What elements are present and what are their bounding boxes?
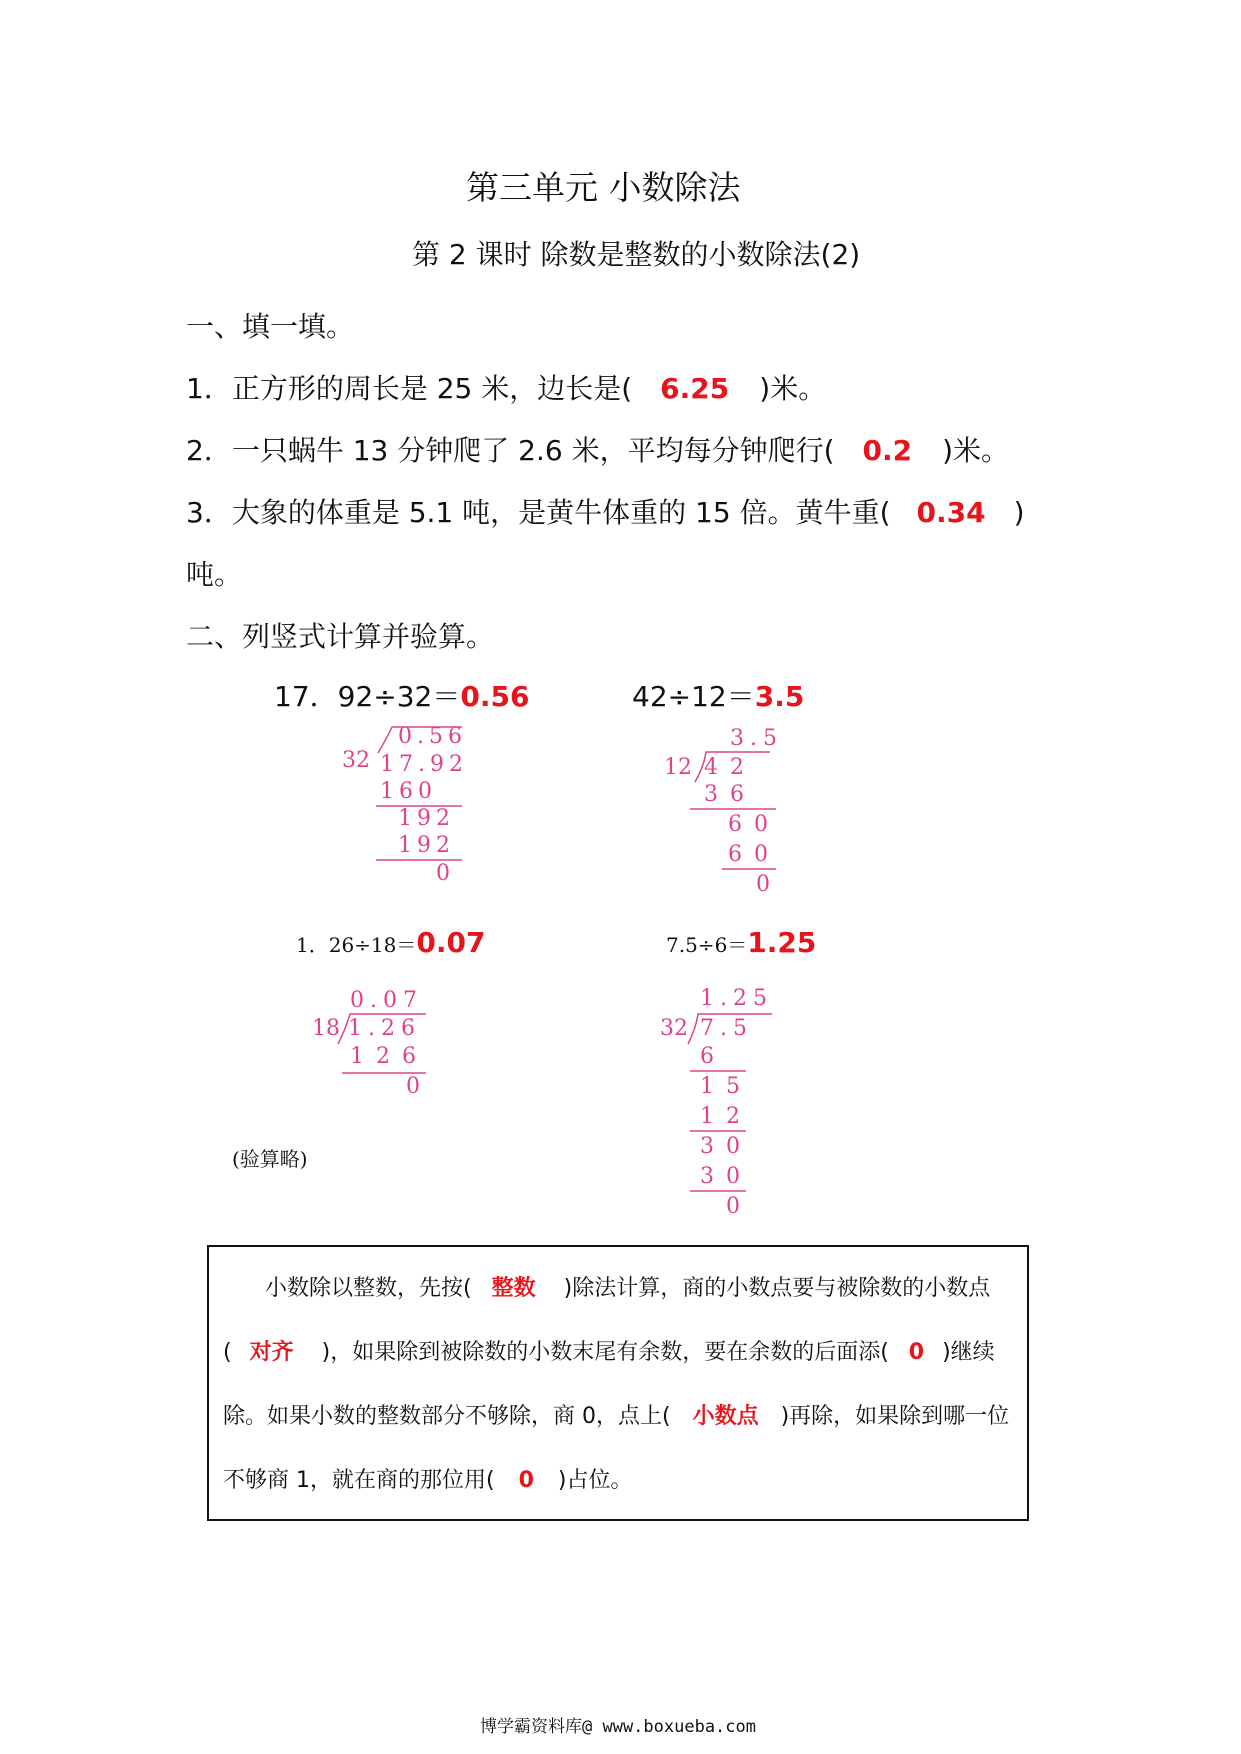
p1-row-3: 192 (398, 833, 455, 858)
p3-quotient: 0.07 (350, 988, 423, 1013)
p4-row-4: 30 (700, 1134, 752, 1159)
p1-row-1: 160 (380, 779, 437, 804)
summary-line-4 (223, 1463, 632, 1494)
section2-heading: 二、列竖式计算并验算。 (186, 620, 495, 653)
p1-row-4: 0 (436, 861, 450, 886)
p3-dividend: 1.26 (348, 1016, 421, 1041)
p3-answer: 0.07 (416, 926, 486, 959)
summary-line-2 (223, 1335, 995, 1366)
p3-expr: 1．26÷18＝ (296, 933, 417, 957)
summary-answer-4: 小数点 (692, 1404, 759, 1429)
q2-suffix: )米。 (942, 434, 1010, 467)
p3-divisor: 18 (312, 1016, 340, 1041)
summary-text-2a: ( (223, 1340, 232, 1365)
summary-line-1 (265, 1271, 990, 1302)
p4-answer: 1.25 (747, 926, 817, 959)
p4-row-2: 15 (700, 1074, 752, 1099)
p4-quotient: 1.25 (700, 986, 773, 1011)
p2-quotient: 3.5 (730, 726, 783, 751)
summary-text-4a: 不够商 1，就在商的那位用( (223, 1468, 495, 1493)
summary-text-2c: )继续 (942, 1340, 995, 1365)
summary-answer-2: 对齐 (249, 1340, 294, 1365)
summary-text-1a: 小数除以整数，先按( (265, 1276, 472, 1301)
p4-row-1: 6 (700, 1044, 714, 1069)
p1-quotient: 0.56 (398, 724, 467, 749)
p2-row-4: 0 (756, 872, 770, 897)
summary-text-2b: )，如果除到被除数的小数末尾有余数，要在余数的后面添( (321, 1340, 889, 1365)
q3-text: 3．大象的体重是 5.1 吨，是黄牛体重的 15 倍。黄牛重( (186, 496, 891, 529)
q2-answer: 0.2 (862, 434, 913, 467)
p1-divisor: 32 (342, 748, 370, 773)
p1-row-2: 192 (398, 806, 455, 831)
q3-answer: 0.34 (916, 496, 986, 529)
summary-answer-3: 0 (908, 1340, 925, 1365)
p3-row-1: 126 (350, 1044, 428, 1069)
summary-text-3a: 除。如果小数的整数部分不够除，商 0，点上( (223, 1404, 671, 1429)
p1-expr: 17．92÷32＝ (274, 680, 461, 713)
summary-text-3b: )再除，如果除到哪一位 (780, 1404, 1010, 1429)
p2-row-1: 36 (704, 782, 756, 807)
q2-text: 2．一只蜗牛 13 分钟爬了 2.6 米，平均每分钟爬行( (186, 434, 835, 467)
question-3-cont: 吨。 (186, 558, 243, 591)
summary-line-3 (223, 1399, 1009, 1430)
q3-suffix: ) (1013, 496, 1025, 529)
p3-row-2: 0 (406, 1074, 420, 1099)
summary-text-4b: )占位。 (557, 1468, 633, 1493)
p2-row-3: 60 (728, 842, 780, 867)
p2-divisor: 12 (664, 755, 692, 780)
p1-dividend: 17.92 (380, 752, 468, 777)
p4-row-3: 12 (700, 1104, 752, 1129)
footer-watermark: 博学霸资料库@ www.boxueba.com (480, 1717, 756, 1737)
p2-expr: 42÷12＝ (632, 680, 755, 713)
p4-row-5: 30 (700, 1164, 752, 1189)
q1-text: 1．正方形的周长是 25 米，边长是( (186, 372, 633, 405)
verification-note: (验算略) (232, 1147, 308, 1171)
q1-suffix: )米。 (759, 372, 827, 405)
q1-answer: 6.25 (660, 372, 730, 405)
summary-answer-5: 0 (518, 1468, 534, 1493)
summary-text-1b: )除法计算，商的小数点要与被除数的小数点 (563, 1276, 991, 1301)
p1-answer: 0.56 (460, 680, 530, 713)
summary-box (207, 1245, 1029, 1521)
p4-divisor: 32 (660, 1016, 688, 1041)
page-title: 第三单元 小数除法 (466, 168, 741, 207)
p4-dividend: 7.5 (700, 1016, 753, 1041)
summary-answer-1: 整数 (491, 1276, 536, 1301)
page-subtitle: 第 2 课时 除数是整数的小数除法(2) (412, 238, 861, 271)
p4-expr: 7.5÷6＝ (666, 933, 748, 957)
p4-row-6: 0 (726, 1194, 740, 1219)
p2-row-2: 60 (728, 812, 780, 837)
p2-dividend: 42 (704, 755, 756, 780)
p2-answer: 3.5 (754, 680, 805, 713)
section1-heading: 一、填一填。 (186, 310, 355, 343)
